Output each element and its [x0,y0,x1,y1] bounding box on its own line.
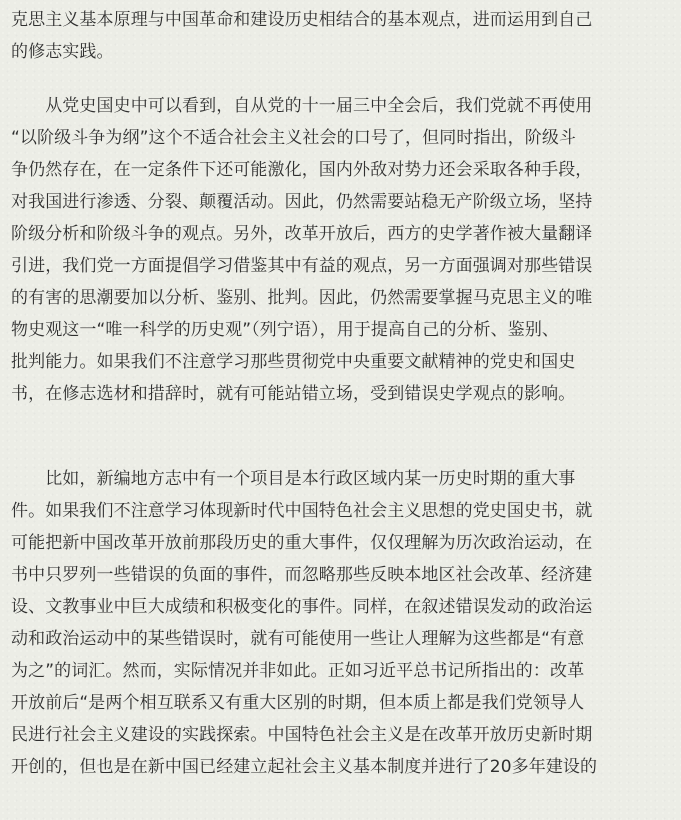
paragraph-2 [11,90,671,410]
text-line: 阶级分析和阶级斗争的观点。另外，改革开放后，西方的史学著作被大量翻译 [11,224,593,244]
paragraph-1 [11,4,671,68]
text-line: 设、文教事业中巨大成绩和积极变化的事件。同样，在叙述错误发动的政治运 [11,597,593,617]
text-line: 比如，新编地方志中有一个项目是本行政区域内某一历史时期的重大事 [11,469,576,489]
text-line: 物史观这一“唯一科学的历史观”（列宁语），用于提高自己的分析、鉴别、 [11,320,560,340]
text-line: 争仍然存在，在一定条件下还可能激化，国内外敌对势力还会采取各种手段， [11,160,593,180]
text-line: 的有害的思潮要加以分析、鉴别、批判。因此，仍然需要掌握马克思主义的唯 [11,288,593,308]
text-line: 动和政治运动中的某些错误时，就有可能使用一些让人理解为这些都是“有意 [11,629,585,649]
text-line: 的修志实践。 [11,42,114,62]
text-line: 对我国进行渗透、分裂、颠覆活动。因此，仍然需要站稳无产阶级立场，坚持 [11,192,593,212]
text-line: 批判能力。如果我们不注意学习那些贯彻党中央重要文献精神的党史和国史 [11,352,576,372]
text-line: 书，在修志选材和措辞时，就有可能站错立场，受到错误史学观点的影响。 [11,384,576,404]
text-line: “以阶级斗争为纲”这个不适合社会主义社会的口号了，但同时指出，阶级斗 [11,128,577,148]
text-line: 开创的，但也是在新中国已经建立起社会主义基本制度并进行了20多年建设的 [11,757,598,777]
text-line: 民进行社会主义建设的实践探索。中国特色社会主义是在改革开放历史新时期 [11,725,593,745]
text-line: 为之”的词汇。然而，实际情况并非如此。正如习近平总书记所指出的：改革 [11,661,585,681]
text-line: 书中只罗列一些错误的负面的事件，而忽略那些反映本地区社会改革、经济建 [11,565,593,585]
paragraph-3 [11,463,671,783]
text-line: 从党史国史中可以看到，自从党的十一届三中全会后，我们党就不再使用 [11,96,593,116]
text-line: 克思主义基本原理与中国革命和建设历史相结合的基本观点，进而运用到自己 [11,10,593,30]
text-line: 开放前后“是两个相互联系又有重大区别的时期，但本质上都是我们党领导人 [11,693,585,713]
text-line: 件。如果我们不注意学习体现新时代中国特色社会主义思想的党史国史书，就 [11,501,593,521]
text-line: 可能把新中国改革开放前那段历史的重大事件，仅仅理解为历次政治运动，在 [11,533,593,553]
text-line: 引进，我们党一方面提倡学习借鉴其中有益的观点，另一方面强调对那些错误 [11,256,593,276]
